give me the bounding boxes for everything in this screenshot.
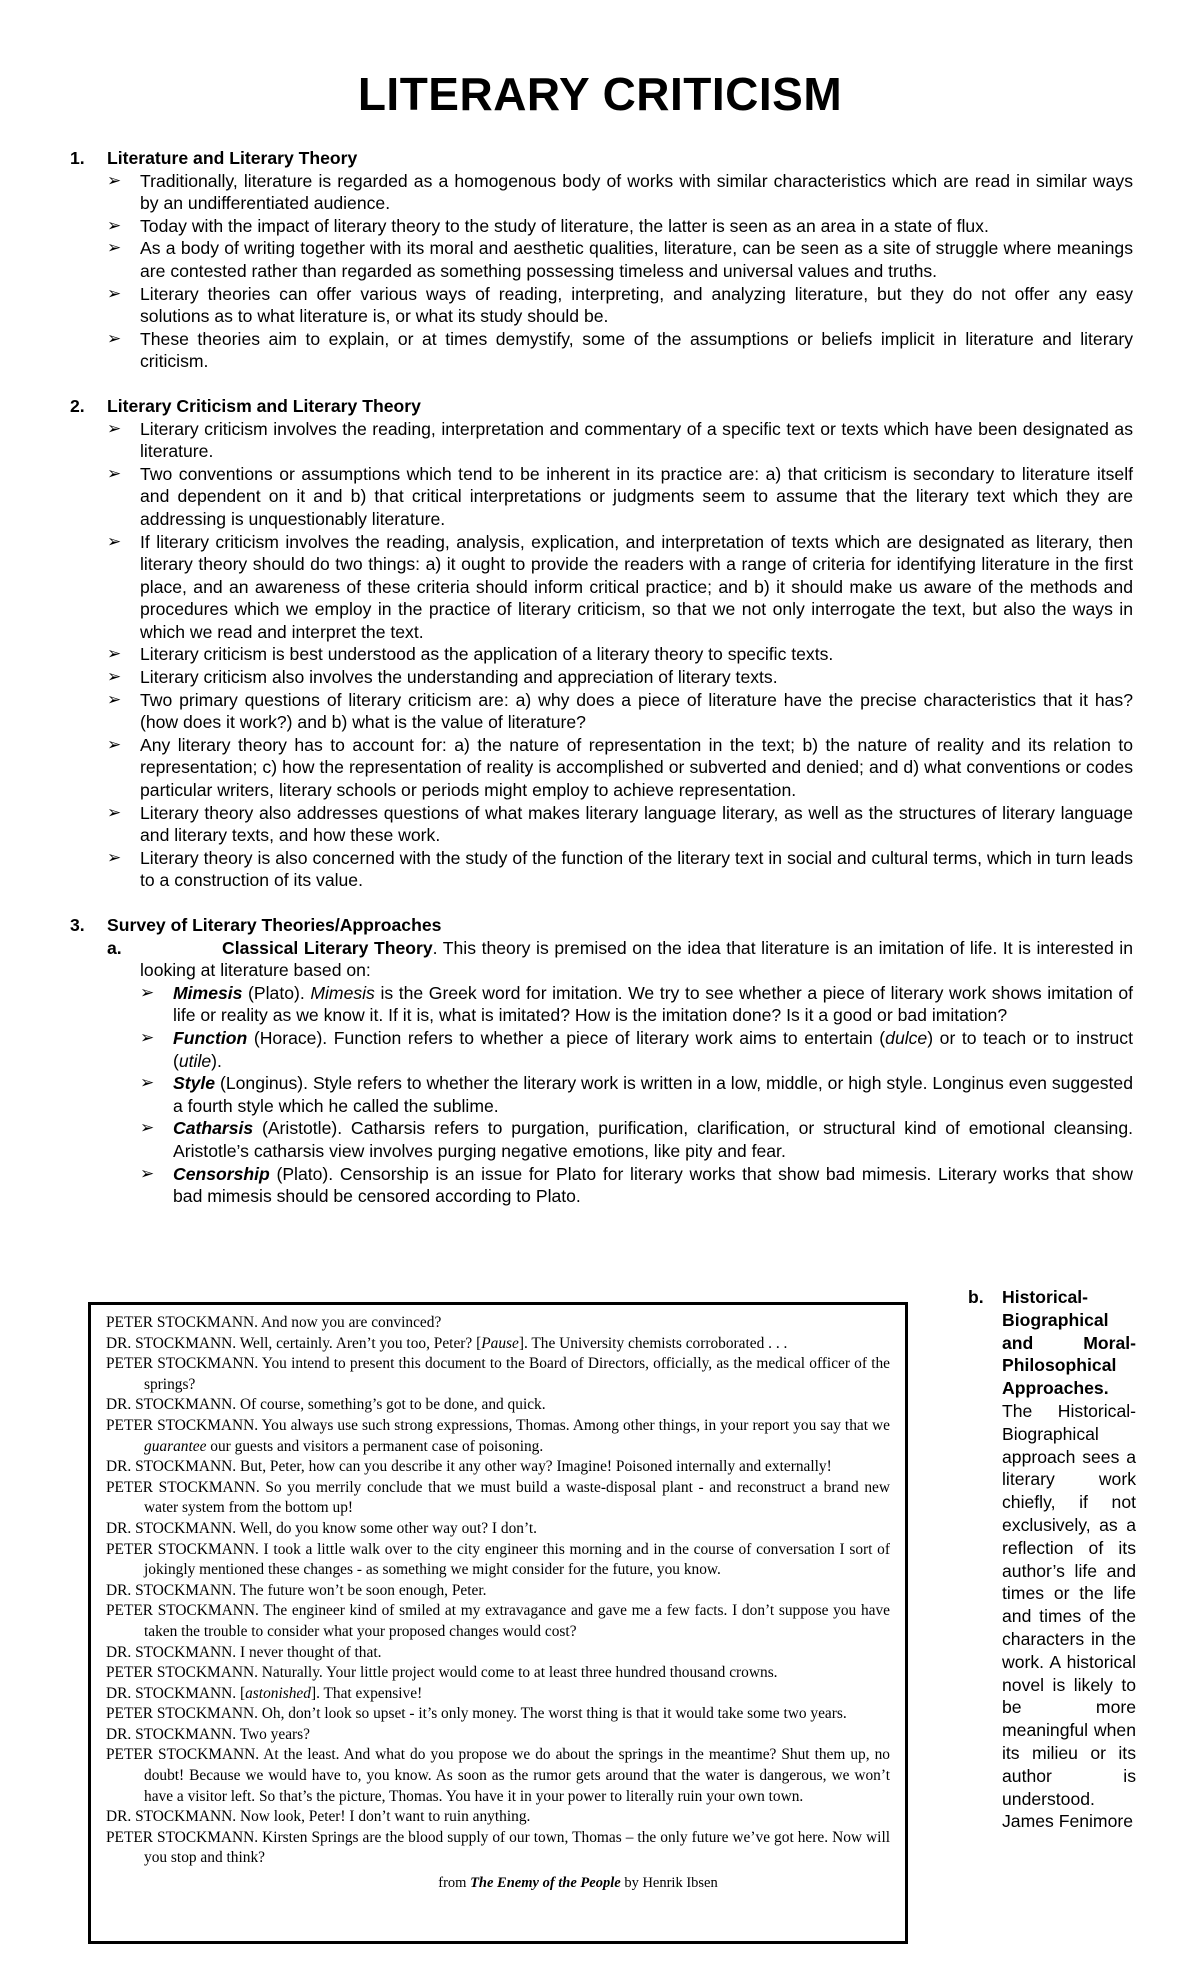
subsection-label: b. <box>968 1287 984 1307</box>
list-item: ➢ Today with the impact of literary theory to the study of literature, the latter is seen as an area in a state of flux. <box>107 215 989 236</box>
subsection-label: a. <box>107 937 122 958</box>
list-item: ➢ These theories aim to explain, or at times demystify, some of the assumptions or beliefs implicit in literature and literary criticism. <box>107 328 1133 372</box>
dialogue-line: DR. STOCKMANN. Now look, Peter! I don’t want to ruin anything. <box>106 1808 531 1826</box>
arrow-bullet-icon: ➢ <box>107 667 122 687</box>
dialogue-line: DR. STOCKMANN. Well, do you know some other way out? I don’t. <box>106 1519 537 1537</box>
arrow-bullet-icon: ➢ <box>107 463 122 483</box>
dialogue-line: PETER STOCKMANN. I took a little walk over to the city engineer this morning and in the course of conversation I sort of jokingly mentioned these changes - as something we might consider for the future, you know. <box>106 1540 890 1579</box>
dialogue-line: DR. STOCKMANN. But, Peter, how can you describe it any other way? Imagine! Poisoned internally and externally! <box>106 1458 832 1476</box>
page-title: LITERARY CRITICISM <box>357 68 843 120</box>
arrow-bullet-icon: ➢ <box>140 1163 155 1183</box>
arrow-bullet-icon: ➢ <box>107 802 122 822</box>
bullet-list <box>70 418 1133 892</box>
list-item: ➢ Any literary theory has to account for: a) the nature of representation in the text; b) the nature of reality and its relation to representation; c) how the representation of reality is accomplished or subverted and denied; and d) what conventions or codes particular writers, literary schools or periods might employ to achieve representation. <box>107 734 1133 801</box>
arrow-bullet-icon: ➢ <box>140 1073 155 1093</box>
list-item: ➢ As a body of writing together with its moral and aesthetic qualities, literature, can be seen as a site of struggle where meanings are contested rather than regarded as something possessing timeless and universal values and truths. <box>107 238 1133 281</box>
dialogue-line: DR. STOCKMANN. Two years? <box>106 1725 310 1743</box>
section-1 <box>70 147 1133 373</box>
arrow-bullet-icon: ➢ <box>107 170 122 190</box>
arrow-bullet-icon: ➢ <box>107 689 122 709</box>
list-item: ➢ Literary theory is also concerned with the study of the function of the literary text in social and cultural terms, which in turn leads to a construction of its value. <box>107 847 1133 891</box>
list-item: ➢ Catharsis (Aristotle). Catharsis refers to purgation, purification, clarification, or structural kind of emotional cleansing. Aristotle’s catharsis view involves purging negative emotions, like pity and fear. <box>140 1118 1133 1161</box>
dialogue-line: PETER STOCKMANN. Kirsten Springs are the blood supply of our town, Thomas – the only future we’ve got here. Now will you stop and think? <box>106 1828 890 1867</box>
arrow-bullet-icon: ➢ <box>107 215 122 235</box>
arrow-bullet-icon: ➢ <box>140 982 155 1002</box>
section-number: 3. <box>70 915 85 935</box>
dialogue-line: DR. STOCKMANN. Well, certainly. Aren’t you too, Peter? [Pause]. The University chemists corroborated . . . <box>106 1334 788 1352</box>
arrow-bullet-icon: ➢ <box>107 531 122 551</box>
section-heading: Literature and Literary Theory <box>107 148 358 168</box>
list-item: ➢ Traditionally, literature is regarded as a homogenous body of works with similar characteristics which are read in similar ways by an undifferentiated audience. <box>107 170 1133 214</box>
arrow-bullet-icon: ➢ <box>140 1027 155 1047</box>
dialogue-line: PETER STOCKMANN. So you merrily conclude that we must build a waste-disposal plant - and reconstruct a brand new water system from the bottom up! <box>106 1478 890 1517</box>
list-item: ➢ Literary criticism is best understood as the application of a literary theory to specific texts. <box>107 644 834 665</box>
arrow-bullet-icon: ➢ <box>107 847 122 867</box>
section-heading: Survey of Literary Theories/Approaches <box>107 915 442 935</box>
bullet-list <box>70 170 1133 373</box>
arrow-bullet-icon: ➢ <box>140 1118 155 1138</box>
main-content <box>70 147 1133 1208</box>
dialogue-line: PETER STOCKMANN. You always use such strong expressions, Thomas. Among other things, in your report you say that we guarantee our guests and visitors a permanent case of poisoning. <box>106 1416 890 1455</box>
list-item: ➢ Literary theories can offer various ways of reading, interpreting, and analyzing literature, but they do not offer any easy solutions as to what literature is, or what its study should be. <box>107 283 1133 327</box>
list-item: ➢ Censorship (Plato). Censorship is an issue for Plato for literary works that show bad mimesis. Literary works that show bad mimesis should be censored according to Plato. <box>140 1163 1133 1207</box>
list-item: ➢ Two conventions or assumptions which tend to be inherent in its practice are: a) that criticism is secondary to literature itself and dependent on it and b) that critical interpretations or judgments seem to assume that the literary text which they are addressing is unquestionably literature. <box>107 463 1133 529</box>
section-heading: Literary Criticism and Literary Theory <box>107 395 421 416</box>
subsection-text: The Historical-Biographical approach sees a literary work chiefly, if not exclusively, as a reflection of its author’s life and times or the life and times of the characters in the work. A historical novel is likely to be more meaningful when its milieu or its author is understood. James Fenimore <box>1002 1400 1136 1832</box>
dialogue-line: PETER STOCKMANN. And now you are convinced? <box>106 1314 442 1331</box>
dialogue-line: PETER STOCKMANN. You intend to present this document to the Board of Directors, officially, as the medical officer of the springs? <box>106 1355 890 1393</box>
subsection-heading: Historical-Biographical and Moral-Philosophical Approaches <box>1002 1287 1136 1399</box>
dialogue-line: PETER STOCKMANN. Oh, don’t look so upset - it’s only money. The worst thing is that it would take some two years. <box>106 1705 847 1723</box>
list-item: ➢ Function (Horace). Function refers to whether a piece of literary work aims to entertain (dulce) or to teach or to instruct (utile). <box>140 1027 1133 1071</box>
section-number: 1. <box>70 148 85 168</box>
section-3 <box>70 914 1133 1208</box>
subsection-b: b. Historical-Biographical and Moral-Philosophical Approaches. The Historical-Biographical approach sees a literary work chiefly, if not exclusively, as a reflection of its author’s life and times or the life and times of the characters in the work. A historical novel is likely to be more meaningful when its milieu or its author is understood. James Fenimore <box>968 1287 1136 1832</box>
dialogue-line: PETER STOCKMANN. At the least. And what do you propose we do about the springs in the meantime? Shut them up, no doubt! Because we would have to, you know. As soon as the rumor gets around that the water is dangerous, we won’t have a visitor left. So that’s the picture, Thomas. You have it in your power to literally ruin your own town. <box>106 1746 890 1805</box>
arrow-bullet-icon: ➢ <box>107 644 122 664</box>
arrow-bullet-icon: ➢ <box>107 418 122 438</box>
dialogue-line: DR. STOCKMANN. I never thought of that. <box>106 1643 382 1661</box>
list-item: ➢ Literary criticism involves the reading, interpretation and commentary of a specific text or texts which have been designated as literature. <box>107 418 1133 462</box>
list-item: ➢ Two primary questions of literary criticism are: a) why does a piece of literature have the precise characteristics that it has? (how does it work?) and b) what is the value of literature? <box>107 689 1133 733</box>
dialogue-line: PETER STOCKMANN. The engineer kind of smiled at my extravagance and gave me a few facts. I don’t suppose you have taken the trouble to consider what your proposed changes would cost? <box>106 1602 890 1640</box>
arrow-bullet-icon: ➢ <box>107 238 122 258</box>
list-item: ➢ Style (Longinus). Style refers to whether the literary work is written in a low, middle, or high style. Longinus even suggested a fourth style which he called the sublime. <box>140 1073 1134 1116</box>
list-item: ➢ Literary criticism also involves the understanding and appreciation of literary texts. <box>107 667 778 688</box>
dialogue-line: PETER STOCKMANN. Naturally. Your little project would come to at least three hundred thousand crowns. <box>106 1664 778 1682</box>
excerpt-source: from The Enemy of the People by Henrik Ibsen <box>438 1875 718 1892</box>
subsection-a: a. Classical Literary Theory. This theory is premised on the idea that literature is an imitation of life. It is interested in looking at literature based on: <box>107 937 1133 981</box>
dialogue-line: DR. STOCKMANN. [astonished]. That expensive! <box>106 1684 423 1702</box>
subsection-term: Classical Literary Theory <box>222 937 433 958</box>
list-item: ➢ If literary criticism involves the reading, analysis, explication, and interpretation of texts which are designated as literary, then literary theory should do two things: a) it ought to provide the readers with a range of criteria for identifying literature in the first place, and an awareness of these criteria should inform critical practice; and b) it should make us aware of the methods and procedures which we employ in the practice of literary criticism, so that we not only interrogate the text, but also the ways in which we read and interpret the text. <box>107 531 1133 642</box>
approach-list <box>70 982 1133 1208</box>
list-item: ➢ Mimesis (Plato). Mimesis is the Greek word for imitation. We try to see whether a piece of literary work shows imitation of life or reality as we know it. If it is, what is imitated? How is the imitation done? Is it a good or bad imitation? <box>140 982 1134 1026</box>
play-excerpt-box <box>88 1302 908 1944</box>
arrow-bullet-icon: ➢ <box>107 283 122 303</box>
dialogue-line: DR. STOCKMANN. Of course, something’s got to be done, and quick. <box>106 1396 546 1414</box>
arrow-bullet-icon: ➢ <box>107 328 122 348</box>
section-2 <box>70 395 1133 892</box>
section-number: 2. <box>70 395 85 416</box>
list-item: ➢ Literary theory also addresses questions of what makes literary language literary, as well as the structures of literary language and literary texts, and how these work. <box>107 802 1133 846</box>
dialogue-line: DR. STOCKMANN. The future won’t be soon enough, Peter. <box>106 1581 487 1599</box>
arrow-bullet-icon: ➢ <box>107 734 122 754</box>
